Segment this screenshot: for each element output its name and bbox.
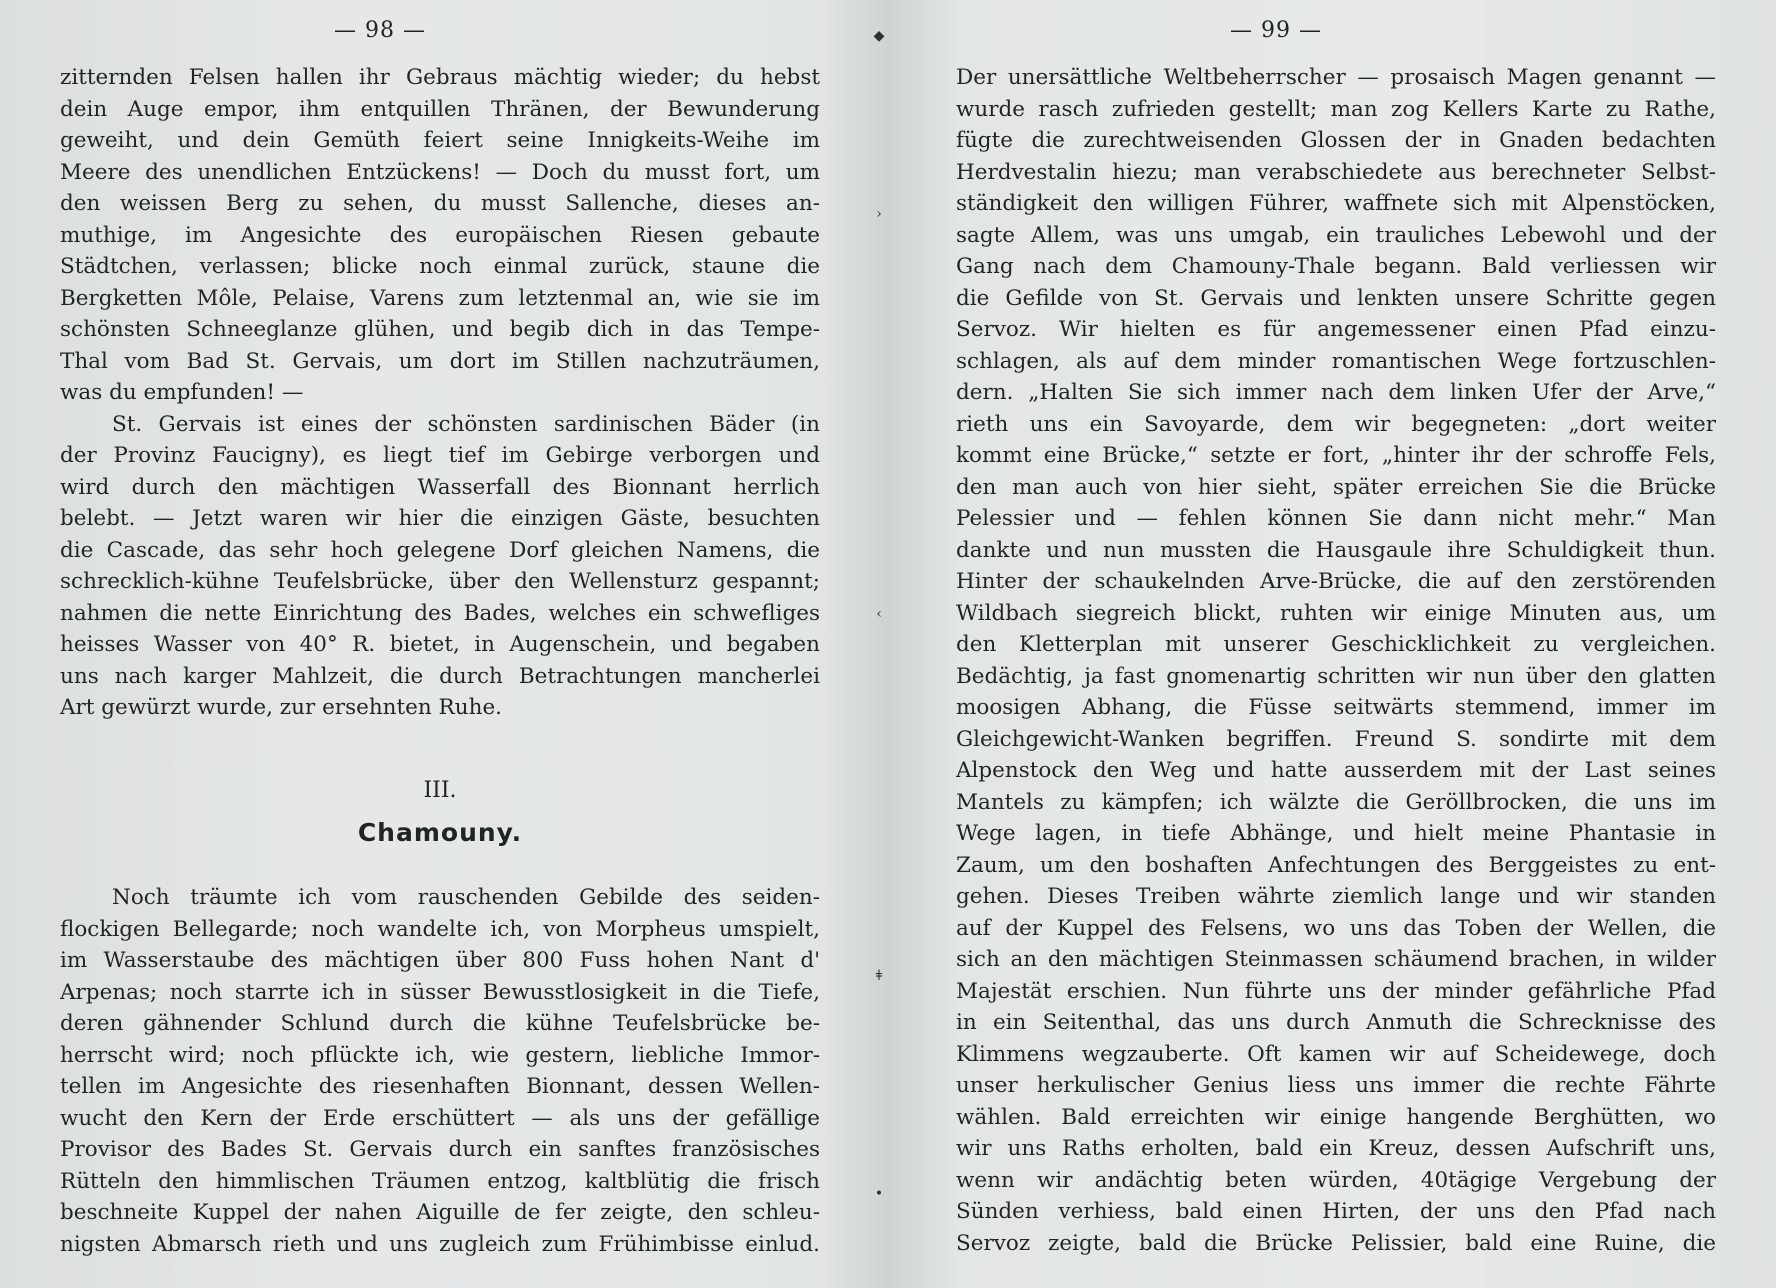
text-line: beschneite Kuppel der nahen Aiguille de fer zeigte, den schleu- (60, 1200, 820, 1225)
text-line: Mantels zu kämpfen; ich wälzte die Geröllbrocken, die uns im (956, 789, 1716, 815)
text-line: heisses Wasser von 40° R. bietet, in Augenschein, und begaben (60, 632, 820, 657)
text-line: Städtchen, verlassen; blicke noch einmal zurück, staune die (60, 254, 820, 279)
text-line: in ein Seitenthal, das uns durch Anmuth die Schrecknisse des (956, 1010, 1716, 1035)
text-block (956, 62, 1716, 1259)
text-line: sich an den mächtigen Steinmassen schäumend brachen, in wilder (956, 947, 1716, 972)
text-line: flockigen Bellegarde; noch wandelte ich, von Morpheus umspielt, (60, 916, 820, 942)
text-line: die Cascade, das sehr hoch gelegene Dorf gleichen Namens, die (60, 537, 820, 563)
text-line: dern. „Halten Sie sich immer nach dem linken Ufer der Arve,“ (956, 380, 1716, 405)
gutter-mark: › (876, 206, 882, 222)
section-title: Chamouny. (357, 818, 523, 847)
text-line: Der unersättliche Weltbeherrscher — prosaisch Magen genannt — (956, 65, 1716, 90)
left-page (60, 0, 820, 1288)
text-line: deren gähnender Schlund durch die kühne Teufelsbrücke be- (60, 1011, 820, 1036)
gutter-mark: • (874, 1186, 884, 1202)
text-line: Gleichgewicht-Wanken begriffen. Freund S. sondirte mit dem (956, 726, 1716, 752)
text-line: Bedächtig, ja fast gnomenartig schritten wir nun über den glatten (956, 663, 1716, 689)
text-line: unser herkulischer Genius liess uns immer die rechte Fährte (956, 1073, 1716, 1098)
text-line: den man auch von hier sieht, später erreichen Sie die Brücke (956, 474, 1716, 500)
text-line: St. Gervais ist eines der schönsten sardinischen Bäder (in (112, 411, 820, 437)
text-line: Zaum, um den boshaften Anfechtungen des Berggeistes zu ent- (956, 852, 1716, 878)
text-line: den weissen Berg zu sehen, du musst Sallenche, dieses an- (60, 191, 820, 216)
text-line: belebt. — Jetzt waren wir hier die einzigen Gäste, besuchten (60, 506, 820, 531)
text-line: geweiht, und dein Gemüth feiert seine Innigkeits-Weihe im (60, 128, 820, 153)
text-line: muthige, im Angesichte des europäischen Riesen gebaute (60, 222, 820, 248)
text-line: was du empfunden! — (60, 380, 304, 405)
page-number: — 98 — (334, 18, 426, 43)
text-line: schrecklich-kühne Teufelsbrücke, über den Wellensturz gespannt; (60, 569, 820, 594)
text-line: Hinter der schaukelnden Arve-Brücke, die auf den zerstörenden (956, 569, 1716, 594)
gutter-mark: ǂ (875, 968, 883, 984)
text-line: fügte die zurechtweisenden Glossen der in Gnaden bedachten (956, 128, 1716, 153)
gutter-mark: ‹ (876, 606, 882, 622)
text-line: nahmen die nette Einrichtung des Bades, welches ein schwefliges (60, 600, 820, 626)
text-line: wurde rasch zufrieden gestellt; man zog Kellers Karte zu Rathe, (956, 96, 1716, 122)
text-line: gehen. Dieses Treiben währte ziemlich lange und wir standen (956, 884, 1716, 909)
text-line: uns nach karger Mahlzeit, die durch Betrachtungen mancherlei (60, 663, 820, 689)
text-line: kommt eine Brücke,“ setzte er fort, „hinter ihr der schroffe Fels, (956, 443, 1716, 468)
text-line: schönsten Schneeglanze glühen, und begib dich in das Tempe- (60, 317, 820, 342)
text-line: wenn wir andächtig beten würden, 40tägige Vergebung der (956, 1167, 1716, 1193)
text-line: wählen. Bald erreichten wir einige hangende Berghütten, wo (956, 1104, 1716, 1130)
text-line: herrscht wird; noch pflückte ich, wie gestern, liebliche Immor- (60, 1042, 820, 1068)
text-line: Rütteln den himmlischen Träumen entzog, kaltblütig die frisch (60, 1168, 820, 1194)
text-line: Wege lagen, in tiefe Abhänge, und hielt meine Phantasie in (956, 821, 1716, 846)
text-line: auf der Kuppel des Felsens, wo uns das Toben der Wellen, die (956, 915, 1716, 941)
text-line: moosigen Abhang, die Füsse seitwärts stemmend, immer im (956, 695, 1716, 720)
text-line: sagte Allem, was uns umgab, ein trauliches Lebewohl und der (956, 222, 1716, 248)
text-line: Herdvestalin hiezu; man verabschiedete aus berechneter Selbst- (956, 159, 1716, 185)
text-line: den Kletterplan mit unserer Geschicklichkeit zu vergleichen. (956, 632, 1716, 657)
text-line: Gang nach dem Chamouny-Thale begann. Bald verliessen wir (956, 254, 1716, 279)
text-line: Provisor des Bades St. Gervais durch ein sanftes französisches (60, 1137, 820, 1162)
text-line: Majestät erschien. Nun führte uns der minder gefährliche Pfad (956, 978, 1716, 1004)
text-line: Art gewürzt wurde, zur ersehnten Ruhe. (60, 695, 502, 720)
text-line: nigsten Abmarsch rieth und uns zugleich zum Frühimbisse einlud. (60, 1231, 820, 1257)
text-line: dankte und nun mussten die Hausgaule ihre Schuldigkeit thun. (956, 537, 1716, 563)
gutter-mark: ◆ (873, 28, 885, 44)
text-line: Thal vom Bad St. Gervais, um dort im Stillen nachzuträumen, (60, 348, 820, 374)
text-line: Noch träumte ich vom rauschenden Gebilde des seiden- (112, 885, 820, 910)
text-line: tellen im Angesichte des riesenhaften Bionnant, dessen Wellen- (60, 1074, 820, 1099)
text-line: im Wasserstaube des mächtigen über 800 Fuss hohen Nant d' (60, 948, 820, 973)
section-numeral: III. (423, 778, 457, 803)
text-line: wucht den Kern der Erde erschüttert — als uns der gefällige (60, 1105, 820, 1131)
text-line: zitternden Felsen hallen ihr Gebraus mächtig wieder; du hebst (60, 65, 820, 90)
text-line: wird durch den mächtigen Wasserfall des Bionnant herrlich (60, 474, 820, 500)
text-block (60, 882, 820, 1260)
text-line: Servoz zeigte, bald die Brücke Pelissier, bald eine Ruine, die (956, 1230, 1716, 1256)
text-line: wir uns Raths erholten, bald ein Kreuz, dessen Aufschrift uns, (956, 1136, 1716, 1161)
text-block (60, 62, 820, 724)
text-line: Pelessier und — fehlen können Sie dann nicht mehr.“ Man (956, 506, 1716, 531)
text-line: dein Auge empor, ihm entquillen Thränen, der Bewunderung (60, 96, 820, 122)
text-line: Meere des unendlichen Entzückens! — Doch du musst fort, um (60, 159, 820, 185)
text-line: Arpenas; noch starrte ich in süsser Bewusstlosigkeit in die Tiefe, (60, 979, 820, 1005)
text-line: Sünden verhiess, bald einen Hirten, der uns den Pfad nach (956, 1199, 1716, 1224)
text-line: Alpenstock den Weg und hatte ausserdem mit der Last seines (956, 758, 1716, 783)
right-page (956, 0, 1716, 1288)
text-line: Wildbach siegreich blickt, ruhten wir einige Minuten aus, um (956, 600, 1716, 626)
text-line: Bergketten Môle, Pelaise, Varens zum letztenmal an, wie sie im (60, 285, 820, 311)
text-line: ständigkeit den willigen Führer, waffnete sich mit Alpenstöcken, (956, 191, 1716, 216)
page-number: — 99 — (1230, 18, 1322, 43)
text-line: rieth uns ein Savoyarde, dem wir begegneten: „dort weiter (956, 411, 1716, 437)
text-line: Klimmens wegzauberte. Oft kamen wir auf Scheidewege, doch (956, 1041, 1716, 1067)
text-line: der Provinz Faucigny), es liegt tief im Gebirge verborgen und (60, 443, 820, 468)
text-line: die Gefilde von St. Gervais und lenkten unsere Schritte gegen (956, 285, 1716, 311)
text-line: Servoz. Wir hielten es für angemessener einen Pfad einzu- (956, 317, 1716, 342)
text-line: schlagen, als auf dem minder romantischen Wege fortzuschlen- (956, 348, 1716, 374)
